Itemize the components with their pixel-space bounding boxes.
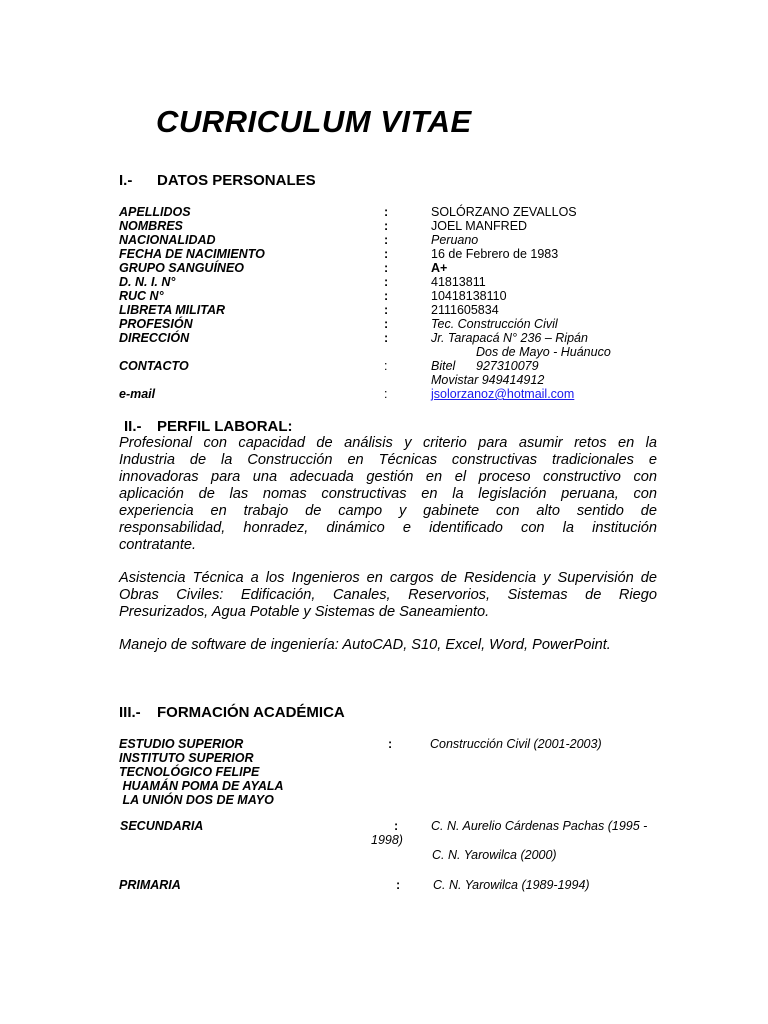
label-secundaria: SECUNDARIA <box>120 819 204 833</box>
value-direccion-line2: Dos de Mayo - Huánuco <box>476 345 611 359</box>
value-profesion: Tec. Construcción Civil <box>431 317 558 331</box>
value-grupo-sanguineo: A+ <box>431 261 448 275</box>
label-contacto: CONTACTO <box>119 359 189 373</box>
value-bitel-label: Bitel <box>431 359 456 373</box>
label-instituto: LA UNIÓN DOS DE MAYO <box>119 793 274 807</box>
value-apellidos: SOLÓRZANO ZEVALLOS <box>431 205 577 219</box>
section-title: DATOS PERSONALES <box>157 172 316 189</box>
label-nombres: NOMBRES <box>119 219 183 233</box>
label-ruc: RUC N° <box>119 289 164 303</box>
value-primaria: C. N. Yarowilca (1989-1994) <box>433 878 590 892</box>
colon: : <box>384 247 389 261</box>
section-heading-education <box>119 704 345 721</box>
value-libreta-militar: 2111605834 <box>431 303 499 317</box>
section-number: III.- <box>119 704 141 721</box>
colon: : <box>384 317 389 331</box>
colon: : <box>384 233 389 247</box>
value-nacionalidad: Peruano <box>431 233 479 247</box>
paragraph-line: Industria de la Construcción en Técnicas constructivas tradicionales e <box>119 452 657 468</box>
paragraph-line: aplicación de las nomas constructivas en la legislación peruana, con <box>119 486 657 502</box>
label-primaria: PRIMARIA <box>119 878 181 892</box>
colon: : <box>384 331 389 345</box>
label-instituto: TECNOLÓGICO FELIPE <box>119 765 260 779</box>
colon: : <box>384 261 389 275</box>
email-link[interactable]: jsolorzanoz@hotmail.com <box>431 387 575 401</box>
colon: : <box>384 275 389 289</box>
value-nombres: JOEL MANFRED <box>431 219 528 233</box>
section-heading-personal <box>119 172 316 189</box>
label-instituto: HUAMÁN POMA DE AYALA <box>119 779 284 793</box>
section-title: FORMACIÓN ACADÉMICA <box>157 704 345 721</box>
colon: : <box>384 205 389 219</box>
section-title: PERFIL LABORAL: <box>157 418 293 435</box>
section-number: I.- <box>119 172 133 189</box>
label-direccion: DIRECCIÓN <box>119 331 190 345</box>
label-instituto: INSTITUTO SUPERIOR <box>119 751 254 765</box>
label-fecha-nacimiento: FECHA DE NACIMIENTO <box>119 247 265 261</box>
value-movistar: Movistar 949414912 <box>431 373 545 387</box>
value-secundaria-line2: C. N. Yarowilca (2000) <box>432 848 557 862</box>
profile-paragraph-3: Manejo de software de ingeniería: AutoCAD, S10, Excel, Word, PowerPoint. <box>119 637 611 653</box>
label-estudio-superior: ESTUDIO SUPERIOR <box>119 737 244 751</box>
paragraph-line: responsabilidad, honradez, dinámico e identificado con la institución <box>119 520 657 536</box>
document-title: CURRICULUM VITAE <box>156 104 472 139</box>
label-profesion: PROFESIÓN <box>119 317 193 331</box>
value-bitel-number: 927310079 <box>476 359 539 373</box>
paragraph-line: innovadoras para una adecuada gestión en el proceso constructivo con <box>119 469 657 485</box>
value-fecha-nacimiento: 16 de Febrero de 1983 <box>431 247 559 261</box>
value-direccion-line1: Jr. Tarapacá N° 236 – Ripán <box>431 331 588 345</box>
colon: : <box>396 878 401 892</box>
colon: : <box>384 219 389 233</box>
colon: : <box>394 819 399 833</box>
label-libreta-militar: LIBRETA MILITAR <box>119 303 225 317</box>
colon: : <box>384 303 389 317</box>
label-email: e-mail <box>119 387 156 401</box>
colon: : <box>384 289 389 303</box>
section-number: II.- <box>124 418 142 435</box>
label-grupo-sanguineo: GRUPO SANGUÍNEO <box>119 261 245 275</box>
value-secundaria-line1: C. N. Aurelio Cárdenas Pachas (1995 - <box>431 819 648 833</box>
colon: : <box>384 359 388 373</box>
value-dni: 41813811 <box>431 275 486 289</box>
label-dni: D. N. I. N° <box>119 275 176 289</box>
paragraph-line: Obras Civiles: Edificación, Canales, Reservorios, Sistemas de Riego <box>119 587 657 603</box>
label-nacionalidad: NACIONALIDAD <box>119 233 216 247</box>
colon: : <box>388 737 393 751</box>
paragraph-line: Profesional con capacidad de análisis y criterio para asumir retos en la <box>119 435 657 451</box>
value-secundaria-wrap: 1998) <box>371 833 403 847</box>
section-heading-profile <box>124 418 293 435</box>
paragraph-line: Presurizados, Agua Potable y Sistemas de Saneamiento. <box>119 604 490 620</box>
paragraph-line: Asistencia Técnica a los Ingenieros en cargos de Residencia y Supervisión de <box>119 570 657 586</box>
label-apellidos: APELLIDOS <box>119 205 191 219</box>
paragraph-line: contratante. <box>119 537 197 553</box>
paragraph-line: experiencia en trabajo de campo y gabinete con alto sentido de <box>119 503 657 519</box>
colon: : <box>384 387 388 401</box>
value-ruc: 10418138110 <box>431 289 507 303</box>
value-estudio-superior: Construcción Civil (2001-2003) <box>430 737 602 751</box>
